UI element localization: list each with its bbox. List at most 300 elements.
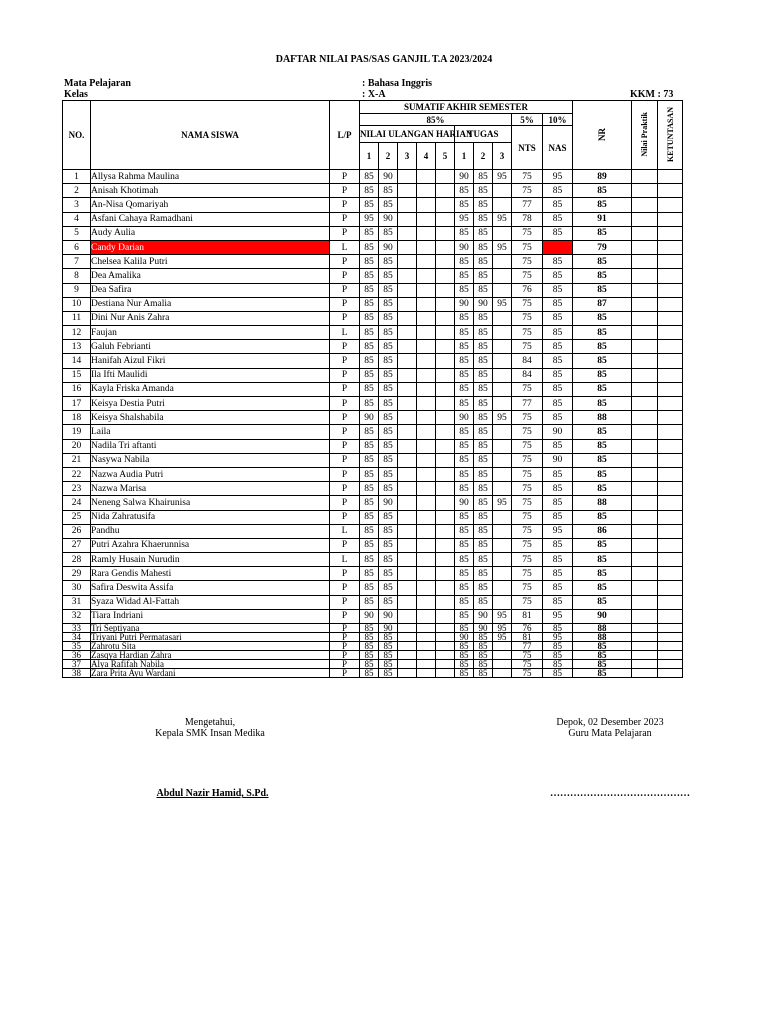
cell-tugas-1: 85 xyxy=(455,311,474,325)
cell-nas: 85 xyxy=(543,439,573,453)
cell-uh-4 xyxy=(417,496,436,510)
cell-tugas-1: 90 xyxy=(455,240,474,254)
cell-tugas-2: 85 xyxy=(474,651,493,660)
cell-nas: 90 xyxy=(543,425,573,439)
cell-tugas-3: 95 xyxy=(493,212,512,226)
cell-no: 1 xyxy=(63,170,91,184)
cell-praktik xyxy=(632,170,658,184)
cell-ketuntasan xyxy=(658,297,683,311)
table-row xyxy=(63,283,683,297)
cell-nr: 85 xyxy=(573,567,632,581)
header-praktik-text: Nilai Praktik xyxy=(640,111,650,157)
cell-praktik xyxy=(632,255,658,269)
cell-uh-2: 85 xyxy=(379,311,398,325)
cell-tugas-3 xyxy=(493,567,512,581)
table-row xyxy=(63,170,683,184)
cell-tugas-3 xyxy=(493,425,512,439)
cell-lp: P xyxy=(330,354,360,368)
cell-lp: P xyxy=(330,538,360,552)
cell-no: 33 xyxy=(63,624,91,633)
cell-no: 5 xyxy=(63,226,91,240)
cell-lp: P xyxy=(330,633,360,642)
cell-uh-4 xyxy=(417,297,436,311)
cell-uh-1: 85 xyxy=(360,397,379,411)
table-row xyxy=(63,609,683,623)
cell-uh-5 xyxy=(436,170,455,184)
cell-uh-5 xyxy=(436,311,455,325)
cell-tugas-3 xyxy=(493,453,512,467)
cell-lp: P xyxy=(330,226,360,240)
cell-lp: P xyxy=(330,624,360,633)
cell-uh-4 xyxy=(417,553,436,567)
cell-uh-1: 85 xyxy=(360,198,379,212)
cell-tugas-3 xyxy=(493,510,512,524)
cell-uh-2: 90 xyxy=(379,240,398,254)
cell-ketuntasan xyxy=(658,567,683,581)
cell-tugas-1: 85 xyxy=(455,524,474,538)
cell-uh-4 xyxy=(417,226,436,240)
cell-tugas-1: 90 xyxy=(455,496,474,510)
header-uh-4: 4 xyxy=(417,143,436,170)
cell-tugas-2: 85 xyxy=(474,595,493,609)
cell-tugas-2: 85 xyxy=(474,482,493,496)
cell-tugas-3 xyxy=(493,283,512,297)
cell-tugas-1: 85 xyxy=(455,368,474,382)
cell-lp: P xyxy=(330,496,360,510)
cell-no: 28 xyxy=(63,553,91,567)
cell-praktik xyxy=(632,311,658,325)
cell-uh-2: 85 xyxy=(379,482,398,496)
cell-tugas-3 xyxy=(493,467,512,481)
cell-no: 15 xyxy=(63,368,91,382)
cell-uh-3 xyxy=(398,510,417,524)
cell-no: 18 xyxy=(63,411,91,425)
cell-nama: Rara Gendis Mahesti xyxy=(91,567,330,581)
cell-uh-1: 85 xyxy=(360,184,379,198)
cell-nama: Nazwa Marisa xyxy=(91,482,330,496)
cell-lp: P xyxy=(330,311,360,325)
header-tugas: TUGAS xyxy=(455,126,512,143)
cell-nr: 88 xyxy=(573,633,632,642)
cell-no: 14 xyxy=(63,354,91,368)
cell-uh-5 xyxy=(436,240,455,254)
table-row xyxy=(63,439,683,453)
cell-uh-5 xyxy=(436,340,455,354)
cell-tugas-3: 95 xyxy=(493,496,512,510)
cell-tugas-1: 85 xyxy=(455,581,474,595)
cell-uh-1: 85 xyxy=(360,467,379,481)
cell-nas: 85 xyxy=(543,642,573,651)
cell-nama: Hanifah Aizul Fikri xyxy=(91,354,330,368)
cell-praktik xyxy=(632,368,658,382)
cell-tugas-2: 85 xyxy=(474,411,493,425)
cell-praktik xyxy=(632,240,658,254)
cell-nts: 77 xyxy=(512,397,543,411)
cell-uh-4 xyxy=(417,609,436,623)
cell-nr: 85 xyxy=(573,425,632,439)
cell-nas xyxy=(543,240,573,254)
cell-nas: 85 xyxy=(543,553,573,567)
cell-no: 16 xyxy=(63,382,91,396)
cell-nas: 85 xyxy=(543,340,573,354)
table-row xyxy=(63,567,683,581)
cell-tugas-1: 85 xyxy=(455,184,474,198)
cell-nr: 85 xyxy=(573,669,632,678)
cell-uh-5 xyxy=(436,567,455,581)
cell-tugas-3 xyxy=(493,482,512,496)
table-row xyxy=(63,411,683,425)
cell-uh-2: 85 xyxy=(379,425,398,439)
cell-nr: 91 xyxy=(573,212,632,226)
cell-nts: 75 xyxy=(512,496,543,510)
cell-uh-3 xyxy=(398,340,417,354)
table-row xyxy=(63,482,683,496)
cell-nas: 85 xyxy=(543,595,573,609)
cell-nts: 84 xyxy=(512,368,543,382)
cell-nama: Tri Septiyana xyxy=(91,624,330,633)
principal-name: Abdul Nazir Hamid, S.Pd. xyxy=(156,788,269,799)
cell-nr: 85 xyxy=(573,538,632,552)
cell-ketuntasan xyxy=(658,354,683,368)
cell-nas: 85 xyxy=(543,467,573,481)
cell-tugas-2: 85 xyxy=(474,510,493,524)
cell-tugas-2: 85 xyxy=(474,340,493,354)
cell-uh-4 xyxy=(417,269,436,283)
cell-tugas-1: 85 xyxy=(455,467,474,481)
table-row xyxy=(63,496,683,510)
cell-nts: 75 xyxy=(512,482,543,496)
cell-nama: Tiara Indriani xyxy=(91,609,330,623)
cell-ketuntasan xyxy=(658,382,683,396)
cell-uh-2: 85 xyxy=(379,567,398,581)
table-row xyxy=(63,510,683,524)
cell-nas: 85 xyxy=(543,651,573,660)
cell-uh-2: 90 xyxy=(379,170,398,184)
cell-lp: P xyxy=(330,184,360,198)
cell-nas: 85 xyxy=(543,283,573,297)
cell-uh-2: 85 xyxy=(379,633,398,642)
cell-nr: 85 xyxy=(573,184,632,198)
cell-uh-1: 85 xyxy=(360,240,379,254)
cell-uh-3 xyxy=(398,581,417,595)
cell-nas: 85 xyxy=(543,368,573,382)
cell-nas: 95 xyxy=(543,633,573,642)
cell-tugas-2: 90 xyxy=(474,609,493,623)
cell-uh-4 xyxy=(417,326,436,340)
cell-nr: 85 xyxy=(573,553,632,567)
cell-uh-4 xyxy=(417,212,436,226)
cell-tugas-1: 85 xyxy=(455,198,474,212)
cell-tugas-3 xyxy=(493,595,512,609)
cell-nr: 87 xyxy=(573,297,632,311)
cell-nr: 85 xyxy=(573,581,632,595)
table-row xyxy=(63,340,683,354)
cell-uh-3 xyxy=(398,240,417,254)
cell-uh-2: 85 xyxy=(379,669,398,678)
student-rows xyxy=(63,170,683,678)
cell-praktik xyxy=(632,297,658,311)
cell-lp: L xyxy=(330,240,360,254)
cell-ketuntasan xyxy=(658,609,683,623)
cell-uh-3 xyxy=(398,198,417,212)
cell-tugas-2: 85 xyxy=(474,467,493,481)
cell-nts: 75 xyxy=(512,467,543,481)
cell-tugas-2: 85 xyxy=(474,524,493,538)
cell-lp: P xyxy=(330,642,360,651)
cell-nama: Pandhu xyxy=(91,524,330,538)
cell-uh-4 xyxy=(417,624,436,633)
cell-nama: Safira Deswita Assifa xyxy=(91,581,330,595)
table-row xyxy=(63,297,683,311)
cell-nts: 75 xyxy=(512,326,543,340)
cell-praktik xyxy=(632,467,658,481)
cell-uh-3 xyxy=(398,170,417,184)
cell-ketuntasan xyxy=(658,482,683,496)
cell-tugas-1: 85 xyxy=(455,609,474,623)
cell-no: 23 xyxy=(63,482,91,496)
cell-nas: 85 xyxy=(543,212,573,226)
cell-tugas-1: 85 xyxy=(455,397,474,411)
cell-praktik xyxy=(632,397,658,411)
cell-praktik xyxy=(632,340,658,354)
cell-uh-2: 85 xyxy=(379,184,398,198)
cell-ketuntasan xyxy=(658,496,683,510)
cell-nas: 95 xyxy=(543,170,573,184)
kkm-value: KKM : 73 xyxy=(630,89,674,100)
cell-tugas-1: 85 xyxy=(455,553,474,567)
cell-nama: Dea Amalika xyxy=(91,269,330,283)
cell-uh-4 xyxy=(417,184,436,198)
right-signature-block xyxy=(530,717,690,739)
cell-uh-4 xyxy=(417,382,436,396)
cell-ketuntasan xyxy=(658,553,683,567)
cell-uh-2: 85 xyxy=(379,297,398,311)
cell-uh-1: 85 xyxy=(360,453,379,467)
cell-praktik xyxy=(632,609,658,623)
cell-nama: Alya Rafifah Nabila xyxy=(91,660,330,669)
cell-nts: 75 xyxy=(512,411,543,425)
cell-tugas-3 xyxy=(493,226,512,240)
header-ketuntasan-text: KETUNTASAN xyxy=(665,106,675,162)
cell-uh-5 xyxy=(436,482,455,496)
cell-tugas-1: 85 xyxy=(455,226,474,240)
cell-tugas-2: 85 xyxy=(474,425,493,439)
cell-lp: P xyxy=(330,567,360,581)
table-row xyxy=(63,255,683,269)
cell-praktik xyxy=(632,538,658,552)
cell-nts: 75 xyxy=(512,269,543,283)
cell-uh-1: 85 xyxy=(360,255,379,269)
table-row xyxy=(63,538,683,552)
cell-uh-5 xyxy=(436,524,455,538)
cell-uh-2: 90 xyxy=(379,609,398,623)
cell-nr: 86 xyxy=(573,524,632,538)
cell-nts: 81 xyxy=(512,633,543,642)
cell-tugas-1: 90 xyxy=(455,633,474,642)
cell-nas: 85 xyxy=(543,297,573,311)
header-tugas-2: 2 xyxy=(474,143,493,170)
table-row xyxy=(63,269,683,283)
cell-tugas-1: 90 xyxy=(455,411,474,425)
cell-tugas-1: 85 xyxy=(455,510,474,524)
cell-uh-5 xyxy=(436,595,455,609)
cell-uh-1: 85 xyxy=(360,283,379,297)
cell-praktik xyxy=(632,510,658,524)
cell-nr: 85 xyxy=(573,326,632,340)
cell-nts: 75 xyxy=(512,669,543,678)
cell-uh-3 xyxy=(398,411,417,425)
cell-ketuntasan xyxy=(658,198,683,212)
cell-tugas-2: 85 xyxy=(474,453,493,467)
cell-uh-3 xyxy=(398,642,417,651)
cell-uh-4 xyxy=(417,633,436,642)
cell-no: 31 xyxy=(63,595,91,609)
cell-nas: 90 xyxy=(543,453,573,467)
cell-nts: 75 xyxy=(512,581,543,595)
cell-uh-2: 90 xyxy=(379,496,398,510)
cell-nama: Nasywa Nabila xyxy=(91,453,330,467)
cell-nts: 75 xyxy=(512,524,543,538)
cell-no: 29 xyxy=(63,567,91,581)
cell-no: 8 xyxy=(63,269,91,283)
cell-uh-3 xyxy=(398,567,417,581)
cell-uh-5 xyxy=(436,297,455,311)
cell-nama: Chelsea Kalila Putri xyxy=(91,255,330,269)
cell-no: 27 xyxy=(63,538,91,552)
cell-lp: P xyxy=(330,269,360,283)
cell-uh-2: 85 xyxy=(379,411,398,425)
cell-uh-5 xyxy=(436,453,455,467)
cell-uh-3 xyxy=(398,633,417,642)
cell-praktik xyxy=(632,642,658,651)
cell-no: 3 xyxy=(63,198,91,212)
cell-uh-3 xyxy=(398,538,417,552)
cell-uh-2: 85 xyxy=(379,340,398,354)
cell-tugas-2: 85 xyxy=(474,354,493,368)
cell-nama: Nazwa Audia Putri xyxy=(91,467,330,481)
cell-nama: Zahrotu Sita xyxy=(91,642,330,651)
cell-nts: 75 xyxy=(512,439,543,453)
cell-nts: 75 xyxy=(512,453,543,467)
cell-tugas-2: 85 xyxy=(474,170,493,184)
cell-ketuntasan xyxy=(658,453,683,467)
cell-ketuntasan xyxy=(658,524,683,538)
cell-tugas-3 xyxy=(493,524,512,538)
cell-uh-3 xyxy=(398,482,417,496)
cell-nama: Dea Safira xyxy=(91,283,330,297)
cell-tugas-1: 90 xyxy=(455,297,474,311)
cell-tugas-3: 95 xyxy=(493,170,512,184)
cell-praktik xyxy=(632,326,658,340)
cell-tugas-1: 85 xyxy=(455,538,474,552)
cell-uh-1: 85 xyxy=(360,651,379,660)
cell-praktik xyxy=(632,411,658,425)
header-lp: L/P xyxy=(330,101,360,170)
cell-tugas-2: 90 xyxy=(474,624,493,633)
header-no: NO. xyxy=(63,101,91,170)
cell-uh-1: 85 xyxy=(360,496,379,510)
cell-uh-4 xyxy=(417,510,436,524)
cell-nama: Syaza Widad Al-Fattah xyxy=(91,595,330,609)
cell-nas: 95 xyxy=(543,609,573,623)
cell-uh-4 xyxy=(417,283,436,297)
header-pct85: 85% xyxy=(360,114,512,126)
cell-praktik xyxy=(632,269,658,283)
cell-nama: Ramly Husain Nurudin xyxy=(91,553,330,567)
cell-no: 7 xyxy=(63,255,91,269)
cell-tugas-3 xyxy=(493,660,512,669)
cell-uh-2: 90 xyxy=(379,212,398,226)
cell-uh-3 xyxy=(398,467,417,481)
cell-tugas-2: 85 xyxy=(474,184,493,198)
cell-uh-4 xyxy=(417,311,436,325)
cell-uh-5 xyxy=(436,269,455,283)
cell-uh-3 xyxy=(398,660,417,669)
cell-nr: 85 xyxy=(573,660,632,669)
cell-uh-4 xyxy=(417,425,436,439)
cell-tugas-2: 85 xyxy=(474,226,493,240)
cell-nts: 75 xyxy=(512,651,543,660)
cell-uh-2: 85 xyxy=(379,538,398,552)
cell-lp: P xyxy=(330,453,360,467)
cell-nr: 85 xyxy=(573,354,632,368)
cell-nr: 89 xyxy=(573,170,632,184)
cell-ketuntasan xyxy=(658,340,683,354)
table-row xyxy=(63,669,683,678)
header-ulangan: NILAI ULANGAN HARIAN xyxy=(360,126,455,143)
cell-nts: 75 xyxy=(512,170,543,184)
cell-uh-5 xyxy=(436,198,455,212)
cell-nama: Dini Nur Anis Zahra xyxy=(91,311,330,325)
cell-uh-4 xyxy=(417,581,436,595)
cell-uh-5 xyxy=(436,669,455,678)
cell-uh-5 xyxy=(436,624,455,633)
cell-uh-2: 85 xyxy=(379,524,398,538)
cell-tugas-1: 85 xyxy=(455,660,474,669)
cell-uh-4 xyxy=(417,453,436,467)
cell-uh-2: 85 xyxy=(379,397,398,411)
cell-uh-3 xyxy=(398,269,417,283)
header-tugas-1: 1 xyxy=(455,143,474,170)
cell-praktik xyxy=(632,581,658,595)
cell-no: 10 xyxy=(63,297,91,311)
cell-uh-4 xyxy=(417,642,436,651)
cell-uh-3 xyxy=(398,226,417,240)
cell-uh-4 xyxy=(417,340,436,354)
cell-uh-2: 85 xyxy=(379,368,398,382)
table-row xyxy=(63,425,683,439)
cell-praktik xyxy=(632,633,658,642)
cell-uh-5 xyxy=(436,326,455,340)
right-sig-line1: Depok, 02 Desember 2023 xyxy=(556,717,664,728)
cell-nts: 75 xyxy=(512,340,543,354)
cell-uh-5 xyxy=(436,397,455,411)
cell-uh-1: 85 xyxy=(360,624,379,633)
header-tugas-3: 3 xyxy=(493,143,512,170)
cell-uh-1: 85 xyxy=(360,510,379,524)
cell-uh-1: 90 xyxy=(360,411,379,425)
cell-no: 13 xyxy=(63,340,91,354)
right-sig-line2: Guru Mata Pelajaran xyxy=(568,728,652,739)
cell-tugas-2: 85 xyxy=(474,669,493,678)
cell-nr: 85 xyxy=(573,283,632,297)
header-pct10: 10% xyxy=(543,114,573,126)
cell-lp: P xyxy=(330,581,360,595)
cell-nts: 75 xyxy=(512,425,543,439)
cell-tugas-3 xyxy=(493,538,512,552)
cell-nama: Ila Ifti Maulidi xyxy=(91,368,330,382)
cell-ketuntasan xyxy=(658,510,683,524)
